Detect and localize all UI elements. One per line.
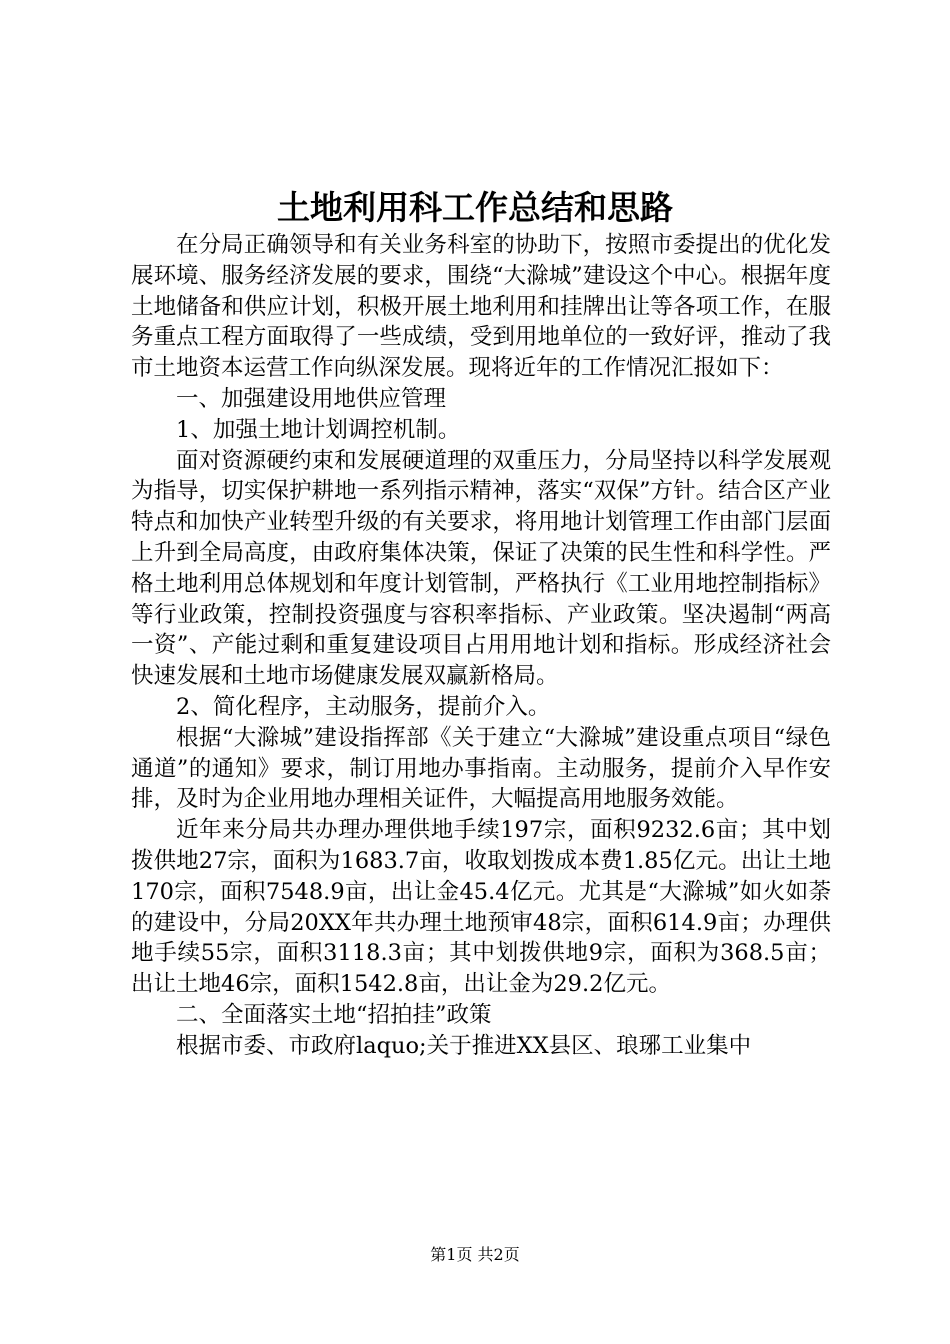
section-heading-1: 一、加强建设用地供应管理 bbox=[176, 385, 447, 412]
paragraph-intro: 在分局正确领导和有关业务科室的协助下，按照市委提出的优化发展环境、服务经济发展的要求，围绕“大滁城”建设这个中心。根据年度土地储备和供应计划，积极开展土地利用和挂牌出让等各项工作，在服务重点工程方面取得了一些成绩，受到用地单位的一致好评，推动了我市土地资本运营工作向纵深发展。现将近年的工作情况汇报如下： bbox=[131, 232, 831, 382]
document-body bbox=[131, 230, 831, 1062]
subsection-heading-1-2: 2、简化程序，主动服务，提前介入。 bbox=[176, 693, 551, 720]
paragraph-plan-control: 面对资源硬约束和发展硬道理的双重压力，分局坚持以科学发展观为指导，切实保护耕地一系列指示精神，落实“双保”方针。结合区产业特点和加快产业转型升级的有关要求，将用地计划管理工作由部门层面上升到全局高度，由政府集体决策，保证了决策的民生性和科学性。严格土地利用总体规划和年度计划管制，严格执行《工业用地控制指标》等行业政策，控制投资强度与容积率指标、产业政策。坚决遏制“两高一资”、产能过剩和重复建设项目占用用地计划和指标。形成经济社会快速发展和土地市场健康发展双赢新格局。 bbox=[131, 447, 831, 690]
section-heading-2: 二、全面落实土地“招拍挂”政策 bbox=[176, 1001, 492, 1028]
paragraph-green-channel: 根据“大滁城”建设指挥部《关于建立“大滁城”建设重点项目“绿色通道”的通知》要求，制订用地办事指南。主动服务，提前介入早作安排，及时为企业用地办理相关证件，大幅提高用地服务效能。 bbox=[131, 724, 831, 813]
subsection-heading-1-1: 1、加强土地计划调控机制。 bbox=[176, 416, 461, 443]
document-title: 土地利用科工作总结和思路 bbox=[277, 188, 673, 227]
paragraph-policy: 根据市委、市政府laquo;关于推进XX县区、琅琊工业集中 bbox=[176, 1032, 752, 1059]
paragraph-statistics: 近年来分局共办理办理供地手续197宗，面积9232.6亩；其中划拨供地27宗，面积为1683.7亩，收取划拨成本费1.85亿元。出让土地170宗，面积7548.9亩，出让金45.4亿元。尤其是“大滁城”如火如荼的建设中，分局20XX年共办理土地预审48宗，面积614.9亩；办理供地手续55宗，面积3118.3亩；其中划拨供地9宗，面积为368.5亩；出让土地46宗，面积1542.8亩，出让金为29.2亿元。 bbox=[131, 817, 831, 998]
page-footer: 第1页 共2页 bbox=[430, 1245, 520, 1264]
